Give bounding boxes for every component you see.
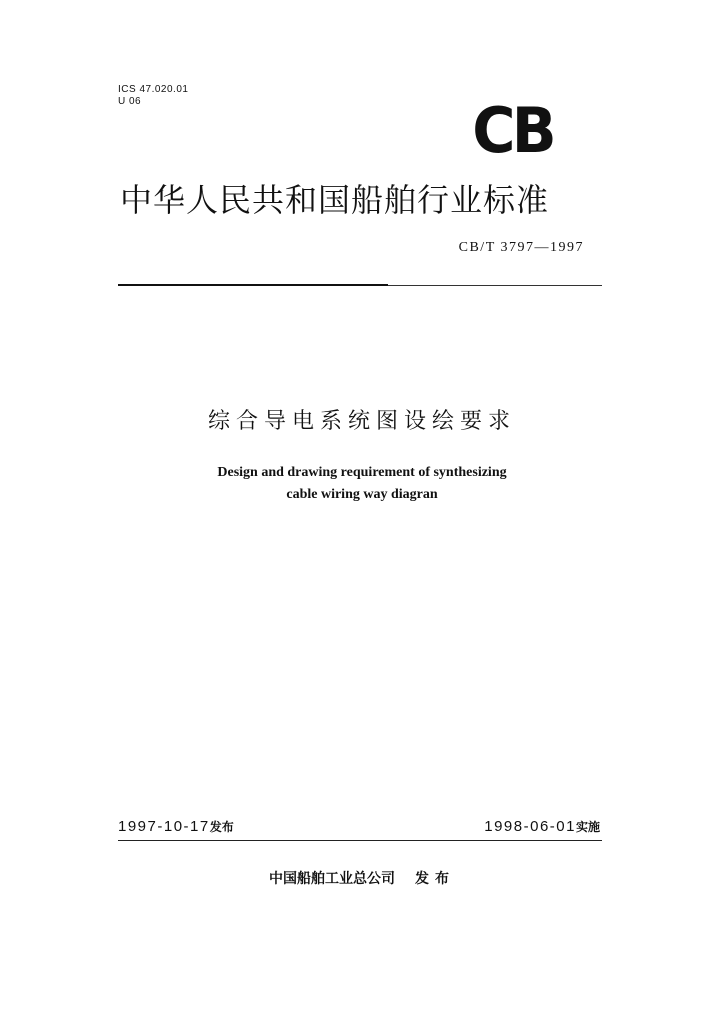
footer-divider <box>118 840 602 841</box>
implement-date-block <box>484 818 600 835</box>
issue-label: 发布 <box>209 820 234 834</box>
document-title-en <box>0 462 724 506</box>
ccs-code: U 06 <box>118 96 142 107</box>
publisher-line <box>0 868 724 888</box>
document-title-cn: 综合导电系统图设绘要求 <box>207 409 516 434</box>
document-title-en-line2: cable wiring way diagran <box>286 487 438 502</box>
implement-label: 实施 <box>575 820 600 834</box>
issue-date-block <box>118 818 234 835</box>
standard-title: 中华人民共和国船舶行业标准 <box>120 181 550 219</box>
header-divider <box>118 284 388 286</box>
publisher-label: 发布 <box>415 871 455 887</box>
classification-codes <box>118 84 188 108</box>
header-divider-thin <box>388 285 602 286</box>
ics-code: ICS 47.020.01 <box>118 84 189 95</box>
issue-date: 1997-10-17 <box>118 818 210 835</box>
cb-logo: CB <box>472 94 553 167</box>
implement-date: 1998-06-01 <box>484 818 576 835</box>
standard-number: CB/T 3797—1997 <box>458 240 584 255</box>
publisher-name: 中国船舶工业总公司 <box>269 871 395 887</box>
document-title-en-line1: Design and drawing requirement of synthesizing <box>217 465 507 480</box>
